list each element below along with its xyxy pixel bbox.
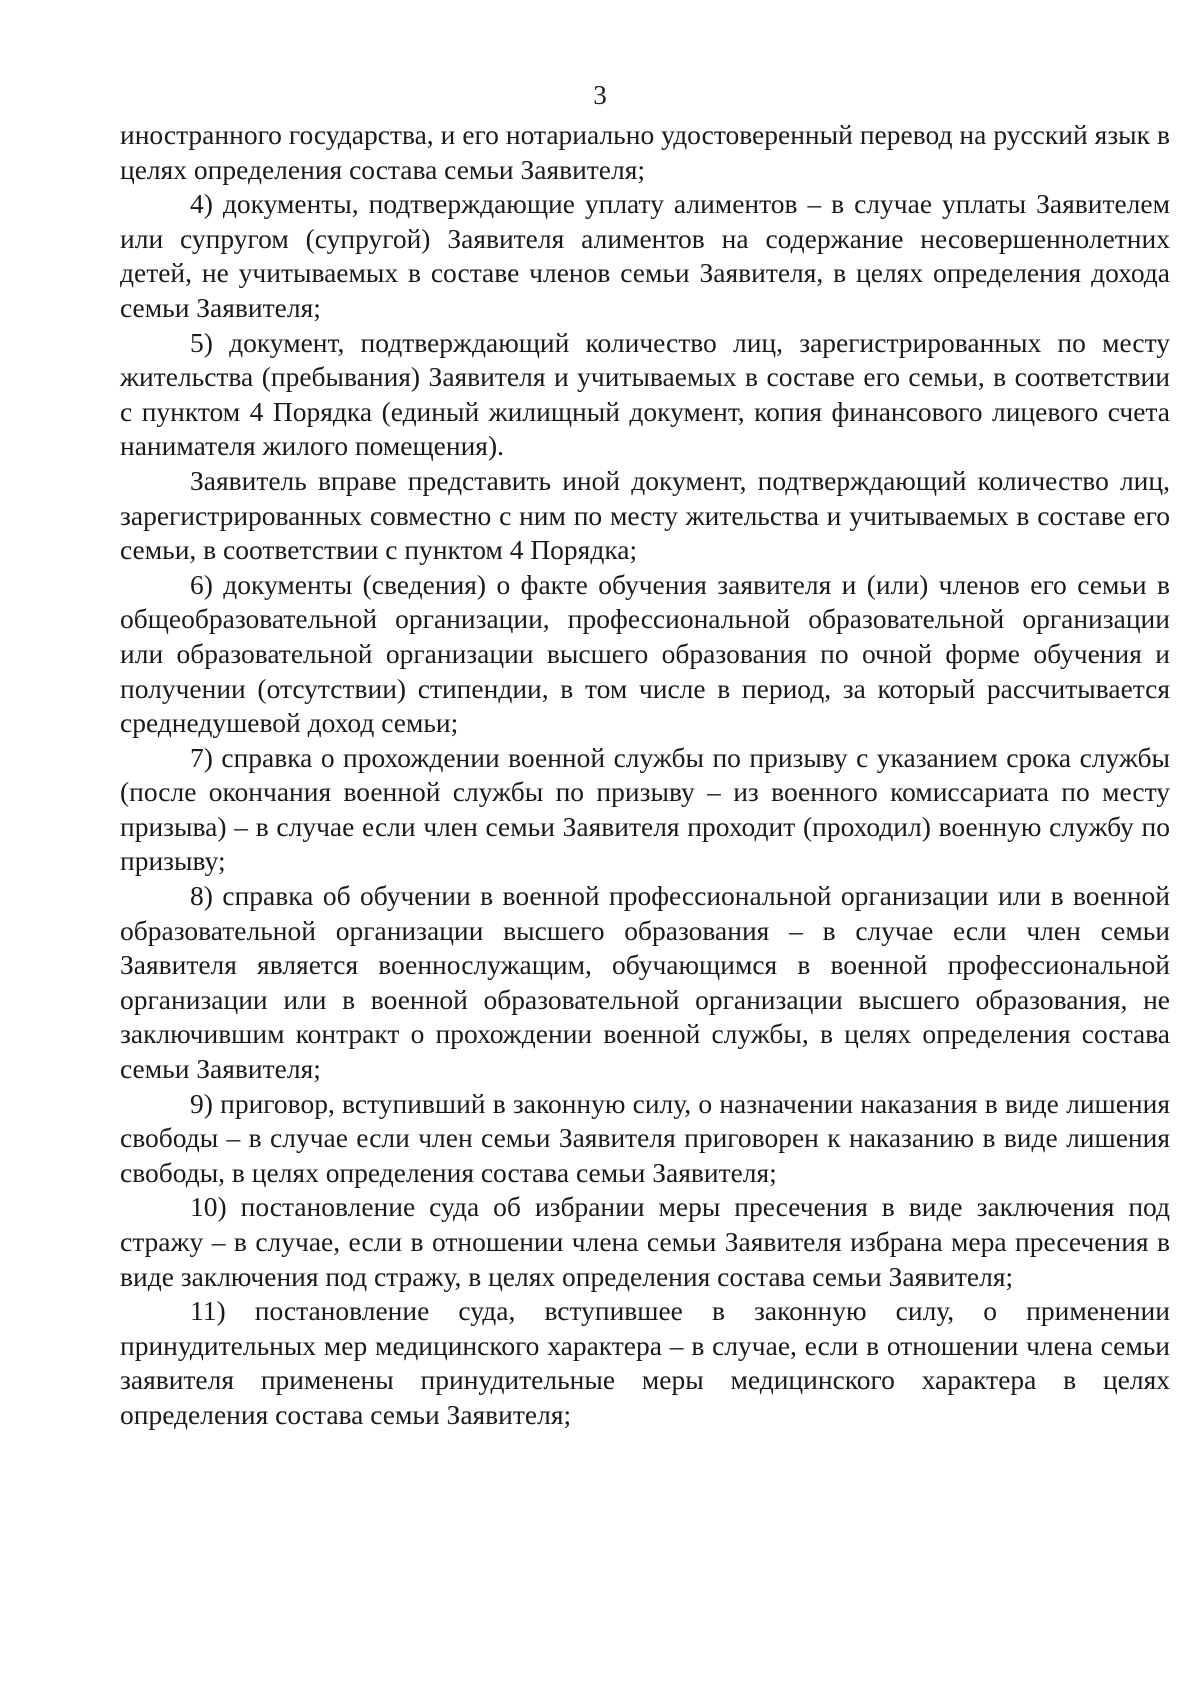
paragraph-note: Заявитель вправе представить иной документ, подтверждающий количество лиц, зарегистрированных совместно с ним по месту жительства и учитываемых в составе его семьи, в соответствии с пунктом 4 Порядка;	[120, 464, 1170, 566]
paragraph-item-10: 10) постановление суда об избрании меры пресечения в виде заключения под стражу – в случае, если в отношении члена семьи Заявителя избрана мера пресечения в виде заключения под стражу, в целях определения состава семьи Заявителя;	[120, 1191, 1170, 1292]
paragraph-item-5: 5) документ, подтверждающий количество лиц, зарегистрированных по месту жительства (пребывания) Заявителя и учитываемых в составе его семьи, в соответствии с пунктом 4 Порядка (единый жилищный документ, копия финансового лицевого счета нанимателя жилого помещения).	[120, 326, 1170, 462]
document-body	[120, 118, 1170, 1433]
paragraph-continuation: иностранного государства, и его нотариально удостоверенный перевод на русский язык в целях определения состава семьи Заявителя;	[120, 119, 1170, 185]
paragraph-item-7: 7) справка о прохождении военной службы по призыву с указанием срока службы (после окончания военной службы по призыву – из военного комиссариата по месту призыва) – в случае если член семьи Заявителя проходит (проходил) военную службу по призыву;	[120, 741, 1170, 877]
paragraph-item-4: 4) документы, подтверждающие уплату алиментов – в случае уплаты Заявителем или супругом (супругой) Заявителя алиментов на содержание несовершеннолетних детей, не учитываемых в составе членов семьи Заявителя, в целях определения дохода семьи Заявителя;	[120, 188, 1170, 323]
paragraph-item-11: 11) постановление суда, вступившее в законную силу, о применении принудительных мер медицинского характера – в случае, если в отношении члена семьи заявителя применены принудительные меры медицинского характера в целях определения состава семьи Заявителя;	[120, 1295, 1170, 1430]
paragraph-item-9: 9) приговор, вступивший в законную силу, о назначении наказания в виде лишения свободы – в случае если член семьи Заявителя приговорен к наказанию в виде лишения свободы, в целях определения состава семьи Заявителя;	[120, 1087, 1170, 1188]
paragraph-item-6: 6) документы (сведения) о факте обучения заявителя и (или) членов его семьи в общеобразовательной организации, профессиональной образовательной организации или образовательной организации высшего образования по очной форме обучения и получении (отсутствии) стипендии, в том числе в период, за который рассчитывается среднедушевой доход семьи;	[120, 568, 1170, 739]
paragraph-item-8: 8) справка об обучении в военной профессиональной организации или в военной образовательной организации высшего образования – в случае если член семьи Заявителя является военнослужащим, обучающимся в военной профессиональной организации или в военной образовательной организации высшего образования, не заключившим контракт о прохождении военной службы, в целях определения состава семьи Заявителя;	[120, 880, 1170, 1085]
page-number: 3	[593, 80, 607, 110]
